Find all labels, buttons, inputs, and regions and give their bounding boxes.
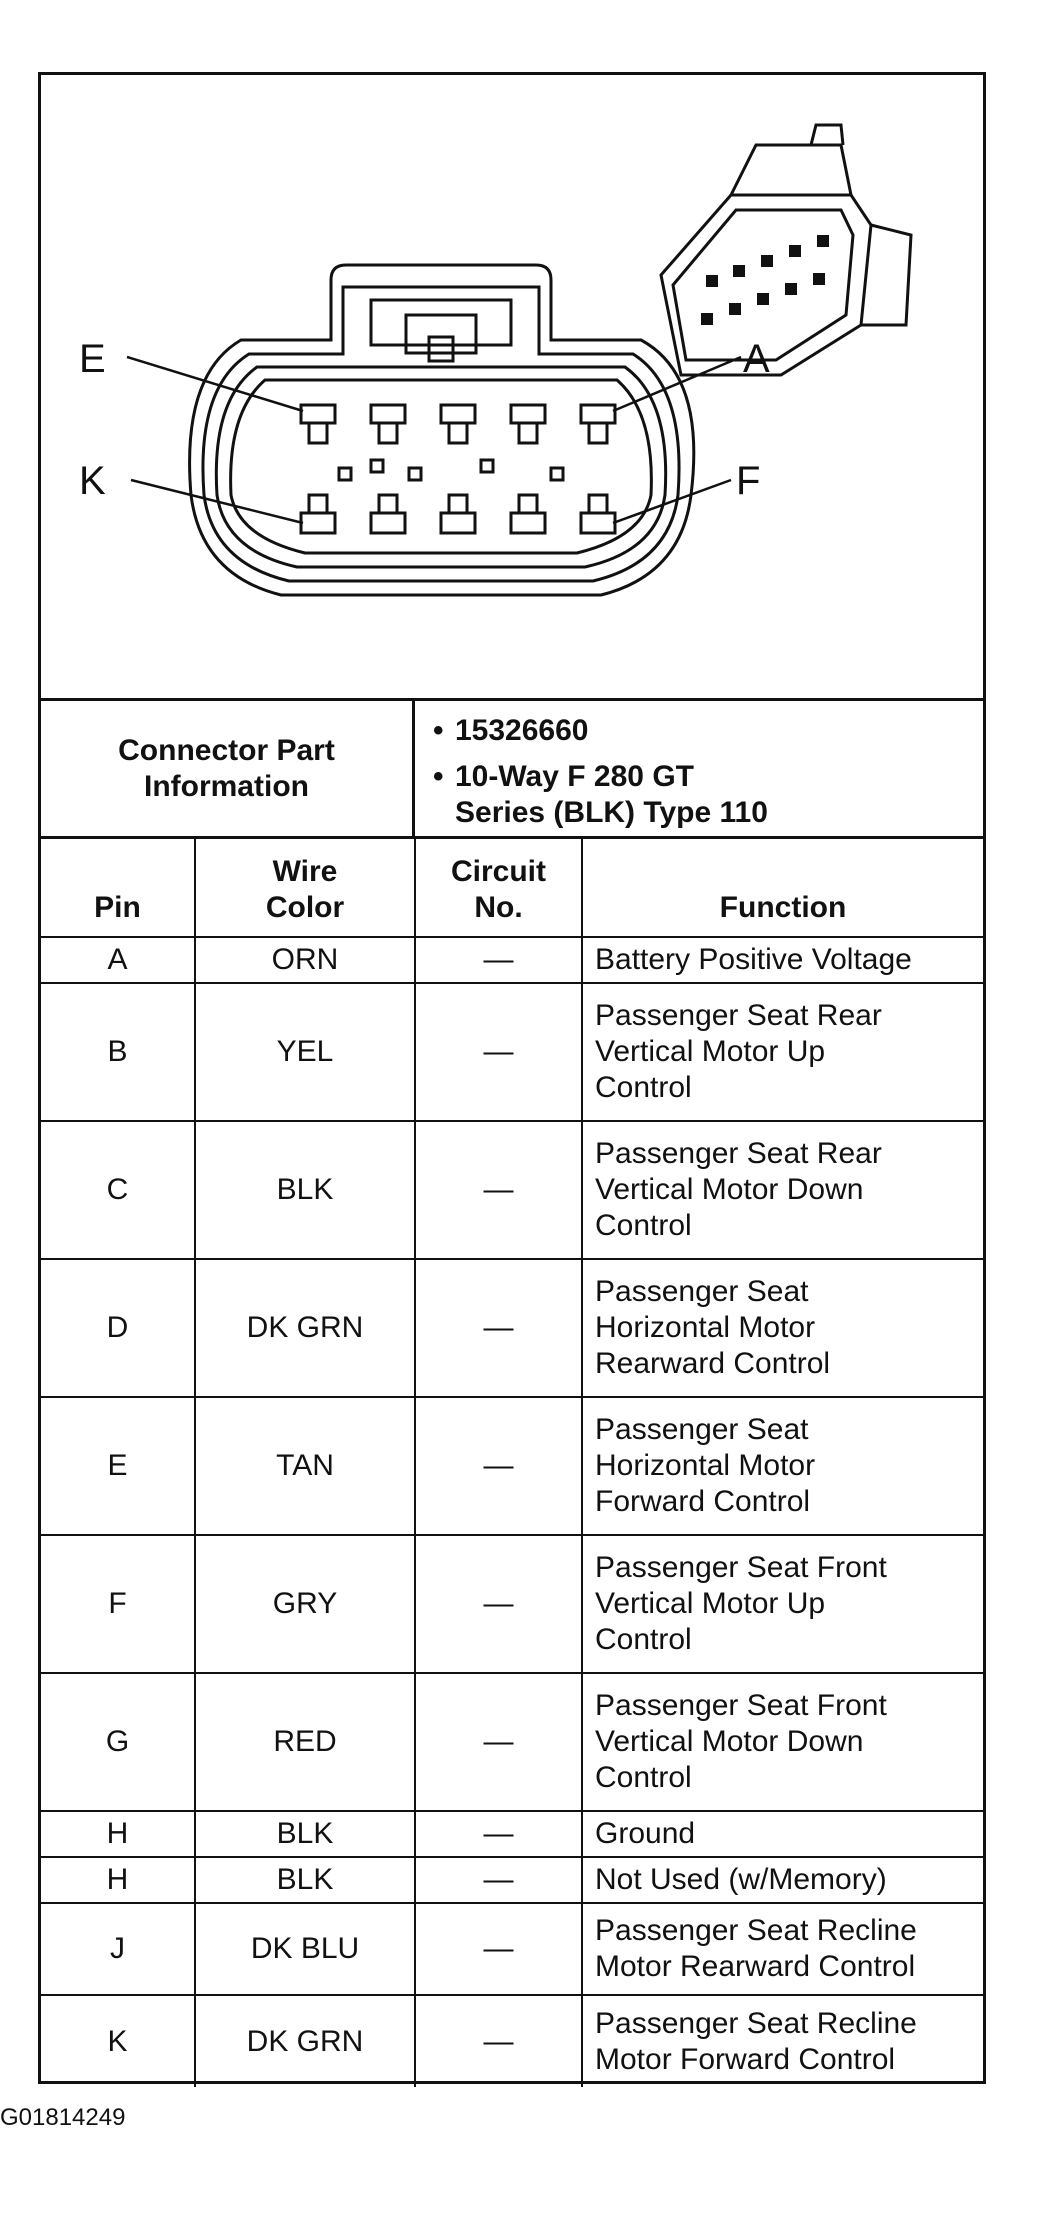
wire-color-cell: DK GRN — [195, 1259, 415, 1397]
circuit-cell: — — [415, 1121, 582, 1259]
function-cell — [582, 1903, 983, 1995]
circuit-cell: — — [415, 1673, 582, 1811]
part-number: 15326660 — [455, 714, 589, 747]
function-cell — [582, 1397, 983, 1535]
wire-color-cell: DK GRN — [195, 1995, 415, 2087]
function-cell — [582, 1811, 983, 1857]
wire-color-cell: RED — [195, 1673, 415, 1811]
connector-info-heading — [41, 701, 415, 836]
wire-color-cell: BLK — [195, 1121, 415, 1259]
connector-description-line1: 10-Way F 280 GT — [455, 760, 694, 793]
function-cell — [582, 1535, 983, 1673]
circuit-cell: — — [415, 1259, 582, 1397]
wire-color-cell: BLK — [195, 1857, 415, 1903]
header-wire-line2: Color — [265, 891, 345, 924]
figure-id: G01814249 — [0, 2104, 126, 2131]
header-wire-color — [195, 839, 415, 937]
bullet-icon: • — [433, 714, 444, 747]
function-line: Passenger Seat Rear — [595, 999, 882, 1032]
pinout-rows — [41, 937, 983, 2087]
function-cell — [582, 1121, 983, 1259]
connector-diagram — [41, 75, 983, 701]
function-line: Vertical Motor Up — [595, 1035, 826, 1068]
function-line: Passenger Seat — [595, 1275, 809, 1308]
pin-label-e: E — [79, 337, 106, 381]
header-wire-line1: Wire — [272, 855, 338, 888]
pin-cell: C — [41, 1121, 195, 1259]
function-line: Control — [595, 1623, 692, 1656]
function-line: Motor Rearward Control — [595, 1950, 916, 1983]
wire-color-cell: TAN — [195, 1397, 415, 1535]
connector-sheet — [38, 72, 986, 2084]
wire-color-cell: BLK — [195, 1811, 415, 1857]
table-row — [41, 1811, 983, 1857]
info-heading-line2: Information — [143, 769, 309, 803]
function-line: Passenger Seat Recline — [595, 2006, 917, 2040]
wire-color-cell: DK BLU — [195, 1903, 415, 1995]
circuit-cell: — — [415, 1857, 582, 1903]
table-header-row — [41, 839, 983, 937]
function-cell — [582, 983, 983, 1121]
function-cell — [582, 937, 983, 983]
function-line: Passenger Seat Front — [595, 1551, 887, 1584]
pin-label-f: F — [736, 459, 761, 503]
function-cell — [582, 1259, 983, 1397]
pin-cell: H — [41, 1811, 195, 1857]
function-line: Rearward Control — [595, 1347, 831, 1380]
circuit-cell: — — [415, 1535, 582, 1673]
function-line: Vertical Motor Down — [595, 1173, 864, 1206]
pin-cell: A — [41, 937, 195, 983]
header-pin: Pin — [41, 839, 195, 937]
function-line: Passenger Seat — [595, 1413, 809, 1446]
bullet-icon: • — [433, 760, 444, 793]
circuit-cell: — — [415, 1811, 582, 1857]
function-line: Horizontal Motor — [595, 1311, 816, 1344]
pin-cell: D — [41, 1259, 195, 1397]
table-row — [41, 1903, 983, 1995]
circuit-cell: — — [415, 983, 582, 1121]
table-row — [41, 1259, 983, 1397]
table-row — [41, 1535, 983, 1673]
pin-cell: K — [41, 1995, 195, 2087]
circuit-cell: — — [415, 1903, 582, 1995]
pin-cell: E — [41, 1397, 195, 1535]
pin-cell: F — [41, 1535, 195, 1673]
connector-info-details — [415, 701, 983, 836]
table-row — [41, 1397, 983, 1535]
wire-color-cell: YEL — [195, 983, 415, 1121]
function-line: Control — [595, 1071, 692, 1104]
function-line: Vertical Motor Down — [595, 1725, 864, 1758]
pin-cell: J — [41, 1903, 195, 1995]
pin-label-a: A — [743, 337, 770, 381]
function-line: Vertical Motor Up — [595, 1587, 826, 1620]
function-line: Ground — [595, 1817, 696, 1850]
function-line: Control — [595, 1761, 692, 1794]
header-function: Function — [582, 839, 983, 937]
table-row — [41, 1995, 983, 2087]
function-line: Battery Positive Voltage — [595, 943, 912, 976]
circuit-cell: — — [415, 1995, 582, 2087]
function-cell — [582, 1673, 983, 1811]
circuit-cell: — — [415, 1397, 582, 1535]
function-line: Forward Control — [595, 1485, 811, 1518]
function-line: Passenger Seat Front — [595, 1689, 887, 1722]
table-row — [41, 1673, 983, 1811]
circuit-cell: — — [415, 937, 582, 983]
header-circuit-line1: Circuit — [450, 855, 546, 888]
connector-description-line2: Series (BLK) Type 110 — [455, 796, 768, 829]
connector-part-info — [41, 701, 983, 839]
info-heading-line1: Connector Part — [118, 733, 335, 767]
function-cell — [582, 1995, 983, 2087]
pin-cell: G — [41, 1673, 195, 1811]
table-row — [41, 1857, 983, 1903]
wire-color-cell: GRY — [195, 1535, 415, 1673]
function-line: Passenger Seat Recline — [595, 1914, 917, 1947]
function-line: Control — [595, 1209, 692, 1242]
connector-face-drawing — [41, 75, 983, 701]
pin-cell: B — [41, 983, 195, 1121]
table-row — [41, 983, 983, 1121]
header-circuit-no — [415, 839, 582, 937]
pin-cell: H — [41, 1857, 195, 1903]
table-row — [41, 937, 983, 983]
function-line: Motor Forward Control — [595, 2042, 896, 2076]
function-line: Horizontal Motor — [595, 1449, 816, 1482]
wire-color-cell: ORN — [195, 937, 415, 983]
header-circuit-line2: No. — [474, 891, 523, 924]
pin-label-k: K — [79, 459, 106, 503]
pinout-table — [41, 839, 983, 2087]
function-line: Not Used (w/Memory) — [595, 1863, 887, 1896]
function-cell — [582, 1857, 983, 1903]
table-row — [41, 1121, 983, 1259]
function-line: Passenger Seat Rear — [595, 1137, 882, 1170]
